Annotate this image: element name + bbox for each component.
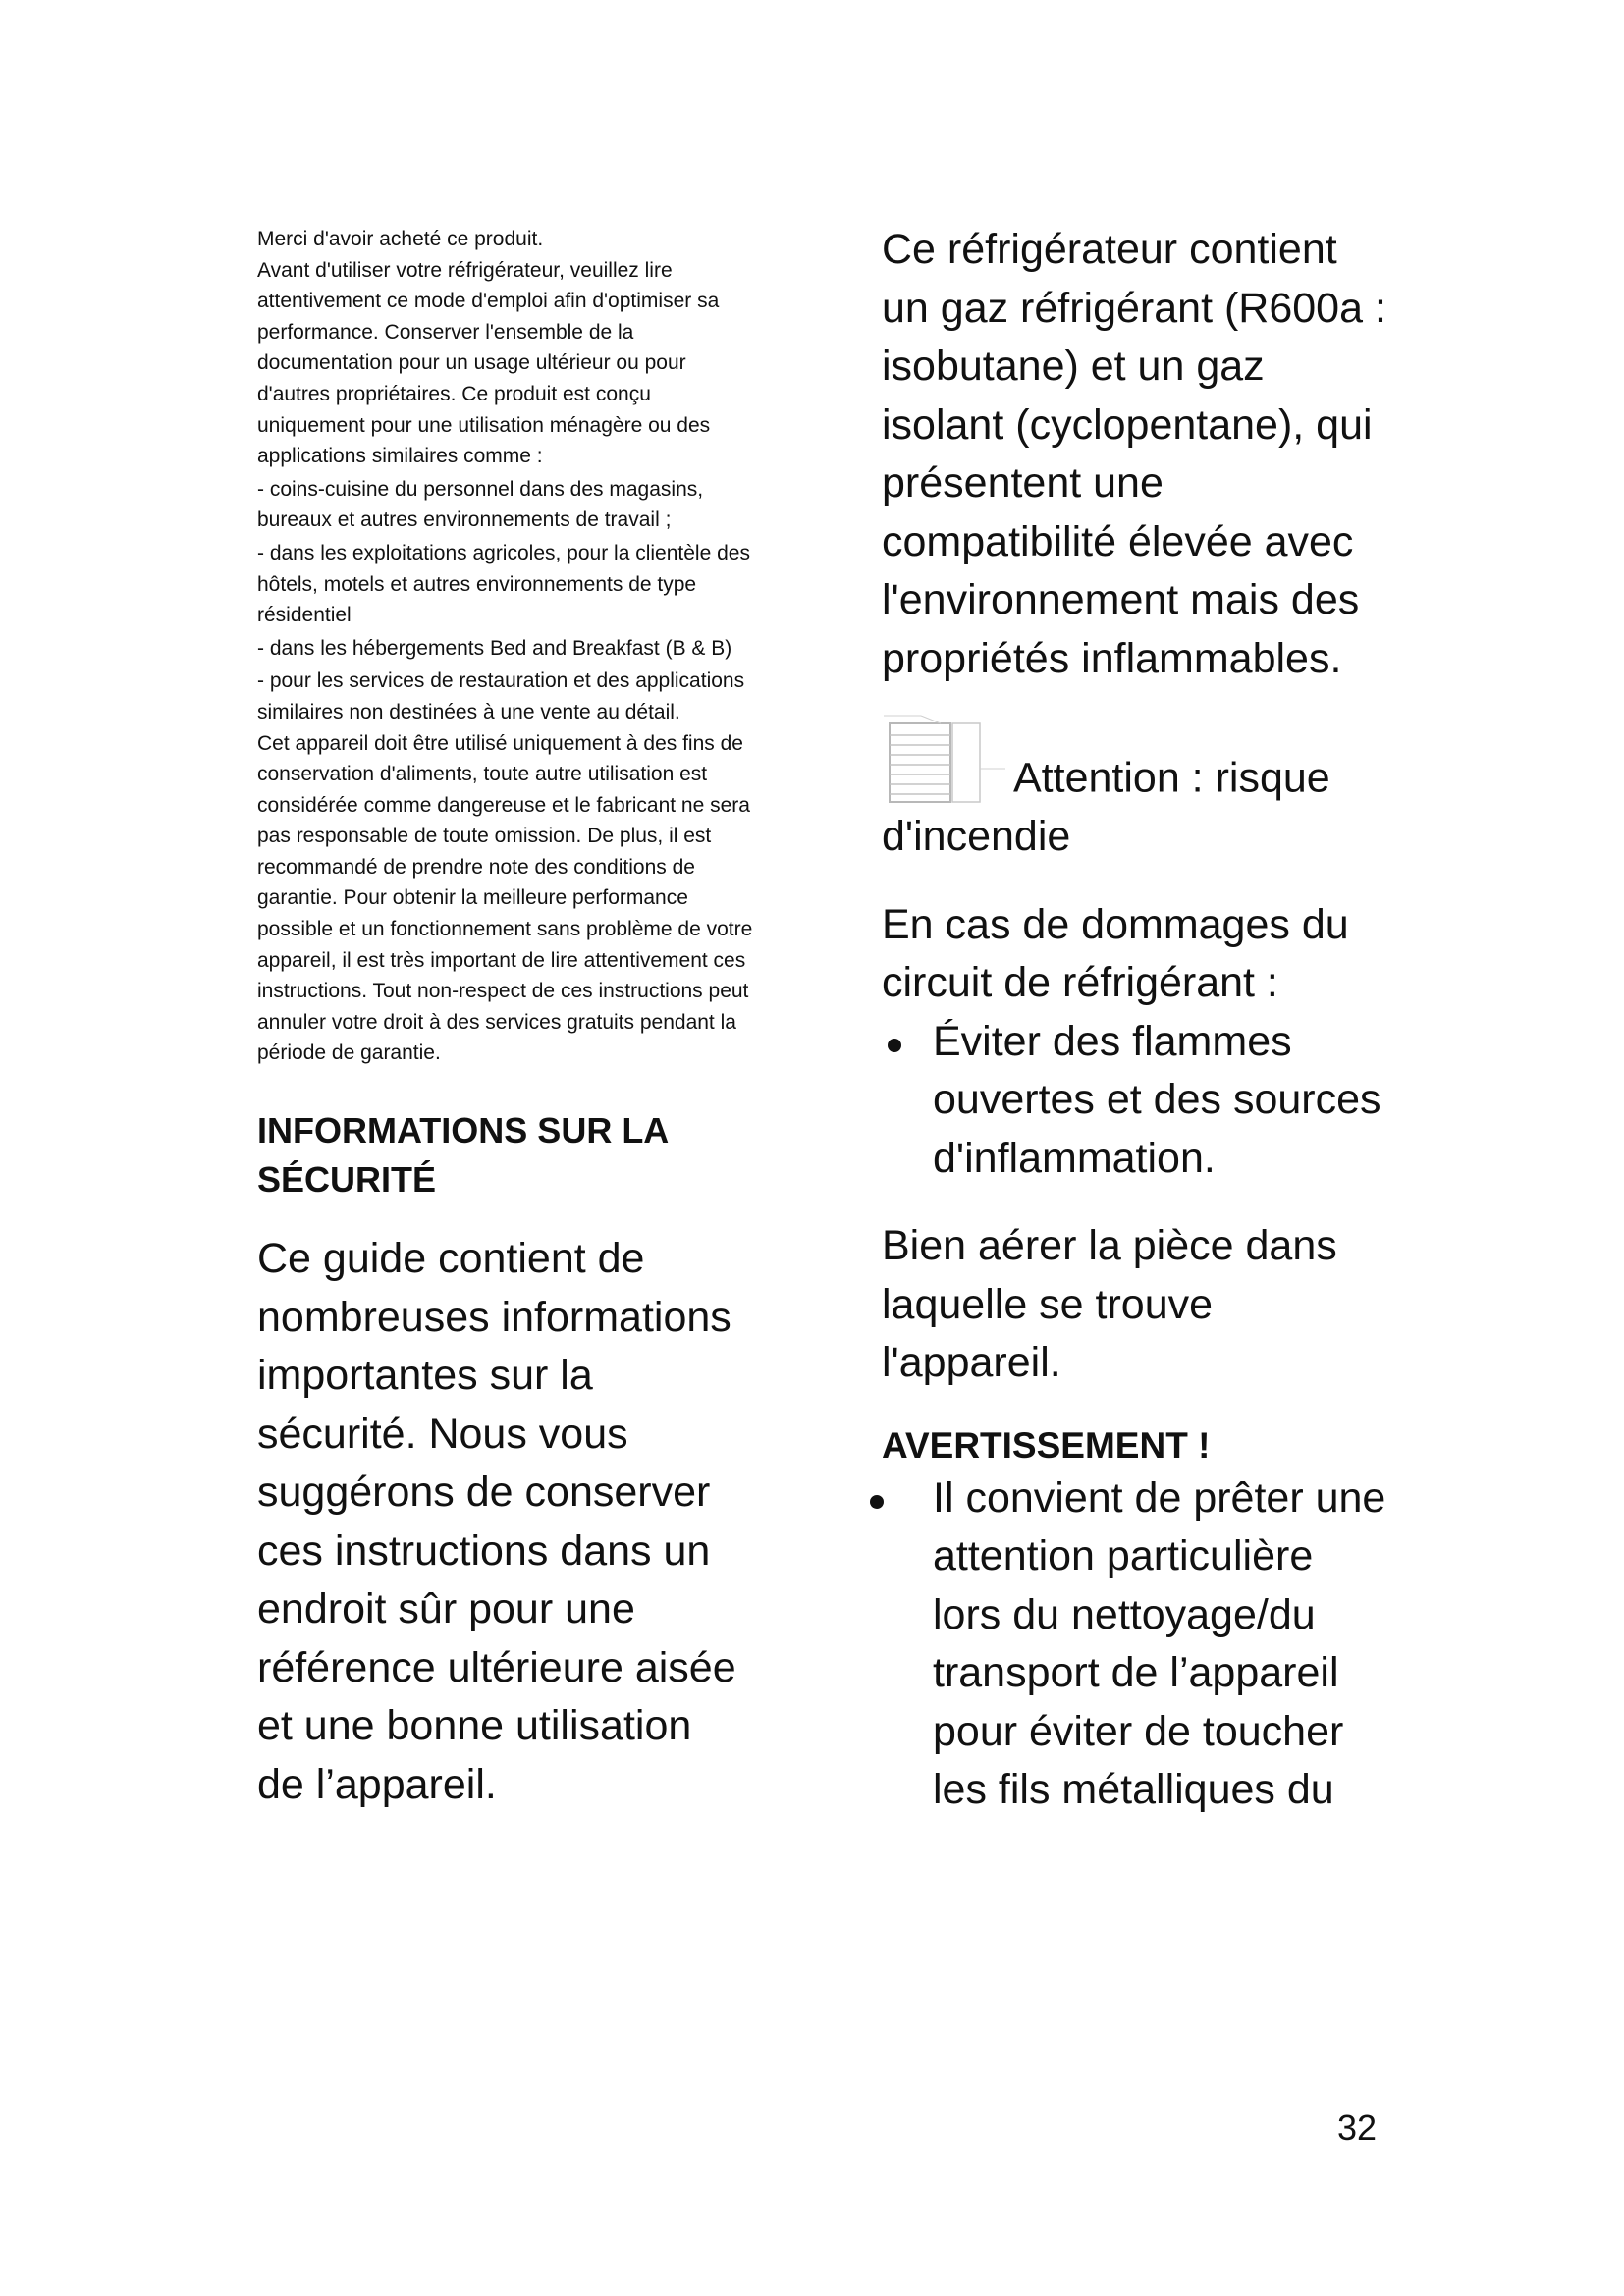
intro-thanks: Merci d'avoir acheté ce produit. [257, 228, 544, 250]
intro-text-block [257, 224, 758, 1069]
attention-block [882, 710, 1392, 867]
intro-usage-item-4: - pour les services de restauration et des applications similaires non destinées à une vente au détail. [257, 669, 745, 723]
intro-usage-item-2: - dans les exploitations agricoles, pour la clientèle des hôtels, motels et autres environnements de type résidentiel [257, 541, 750, 627]
warning-heading: AVERTISSEMENT ! [882, 1424, 1211, 1466]
bullet-icon [870, 1495, 884, 1509]
damage-text: En cas de dommages du circuit de réfrigérant : [882, 900, 1349, 1006]
bullet-flames-text: Éviter des flammes ouvertes et des sources d'inflammation. [933, 1017, 1381, 1182]
intro-conservation: Cet appareil doit être utilisé uniquement à des fins de conservation d'aliments, toute autre utilisation est considérée comme dangereuse et le fabricant ne sera pas responsable de toute omission. De plus, il est recommandé de prendre note des conditions de garantie. Pour obtenir la meilleure performance possible et un fonctionnement sans problème de votre appareil, il est très important de lire attentivement ces instructions. Tout non-respect de ces instructions peut annuler votre droit à des services gratuits pendant la période de garantie. [257, 731, 753, 1065]
ventilate-text: Bien aérer la pièce dans laquelle se trouve l'appareil. [882, 1222, 1337, 1386]
gas-text: Ce réfrigérateur contient un gaz réfrigérant (R600a : isobutane) et un gaz isolant (cyclopentane), qui présentent une compatibilité élevée avec l'environnement mais des propriétés inflammables. [882, 226, 1386, 682]
list-item [882, 1013, 1392, 1189]
intro-usage-item-3: - dans les hébergements Bed and Breakfast (B & B) [257, 636, 732, 660]
bullet-icon [888, 1039, 901, 1052]
refrigerator-drawing-icon [882, 710, 1009, 808]
safety-heading: INFORMATIONS SUR LA SÉCURITÉ [257, 1110, 668, 1201]
bullet-list-flames [882, 1013, 1392, 1189]
intro-instructions: Avant d'utiliser votre réfrigérateur, veuillez lire attentivement ce mode d'emploi afin d'optimiser sa performance. Conserver l'ensemble de la documentation pour un usage ultérieur ou pour d'autres propriétaires. Ce produit est conçu uniquement pour une utilisation ménagère ou des applications similaires comme : [257, 258, 720, 468]
page-number: 32 [1337, 2108, 1378, 2148]
bullet-warning-text: Il convient de prêter une attention particulière lors du nettoyage/du transport de l’appareil pour éviter de toucher les fils métalliques du [933, 1473, 1386, 1813]
bullet-list-warning [882, 1469, 1392, 1820]
guide-text: Ce guide contient de nombreuses informations importantes sur la sécurité. Nous vous suggérons de conserver ces instructions dans un endroit sûr pour une référence ultérieure aisée et une bonne utilisation de l’appareil. [257, 1235, 736, 1808]
left-column [257, 224, 758, 1814]
right-column [882, 221, 1392, 1820]
list-item [882, 1469, 1392, 1820]
attention-text: Attention : risque d'incendie [882, 754, 1330, 860]
intro-usage-item-1: - coins-cuisine du personnel dans des magasins, bureaux et autres environnements de travail ; [257, 477, 704, 532]
